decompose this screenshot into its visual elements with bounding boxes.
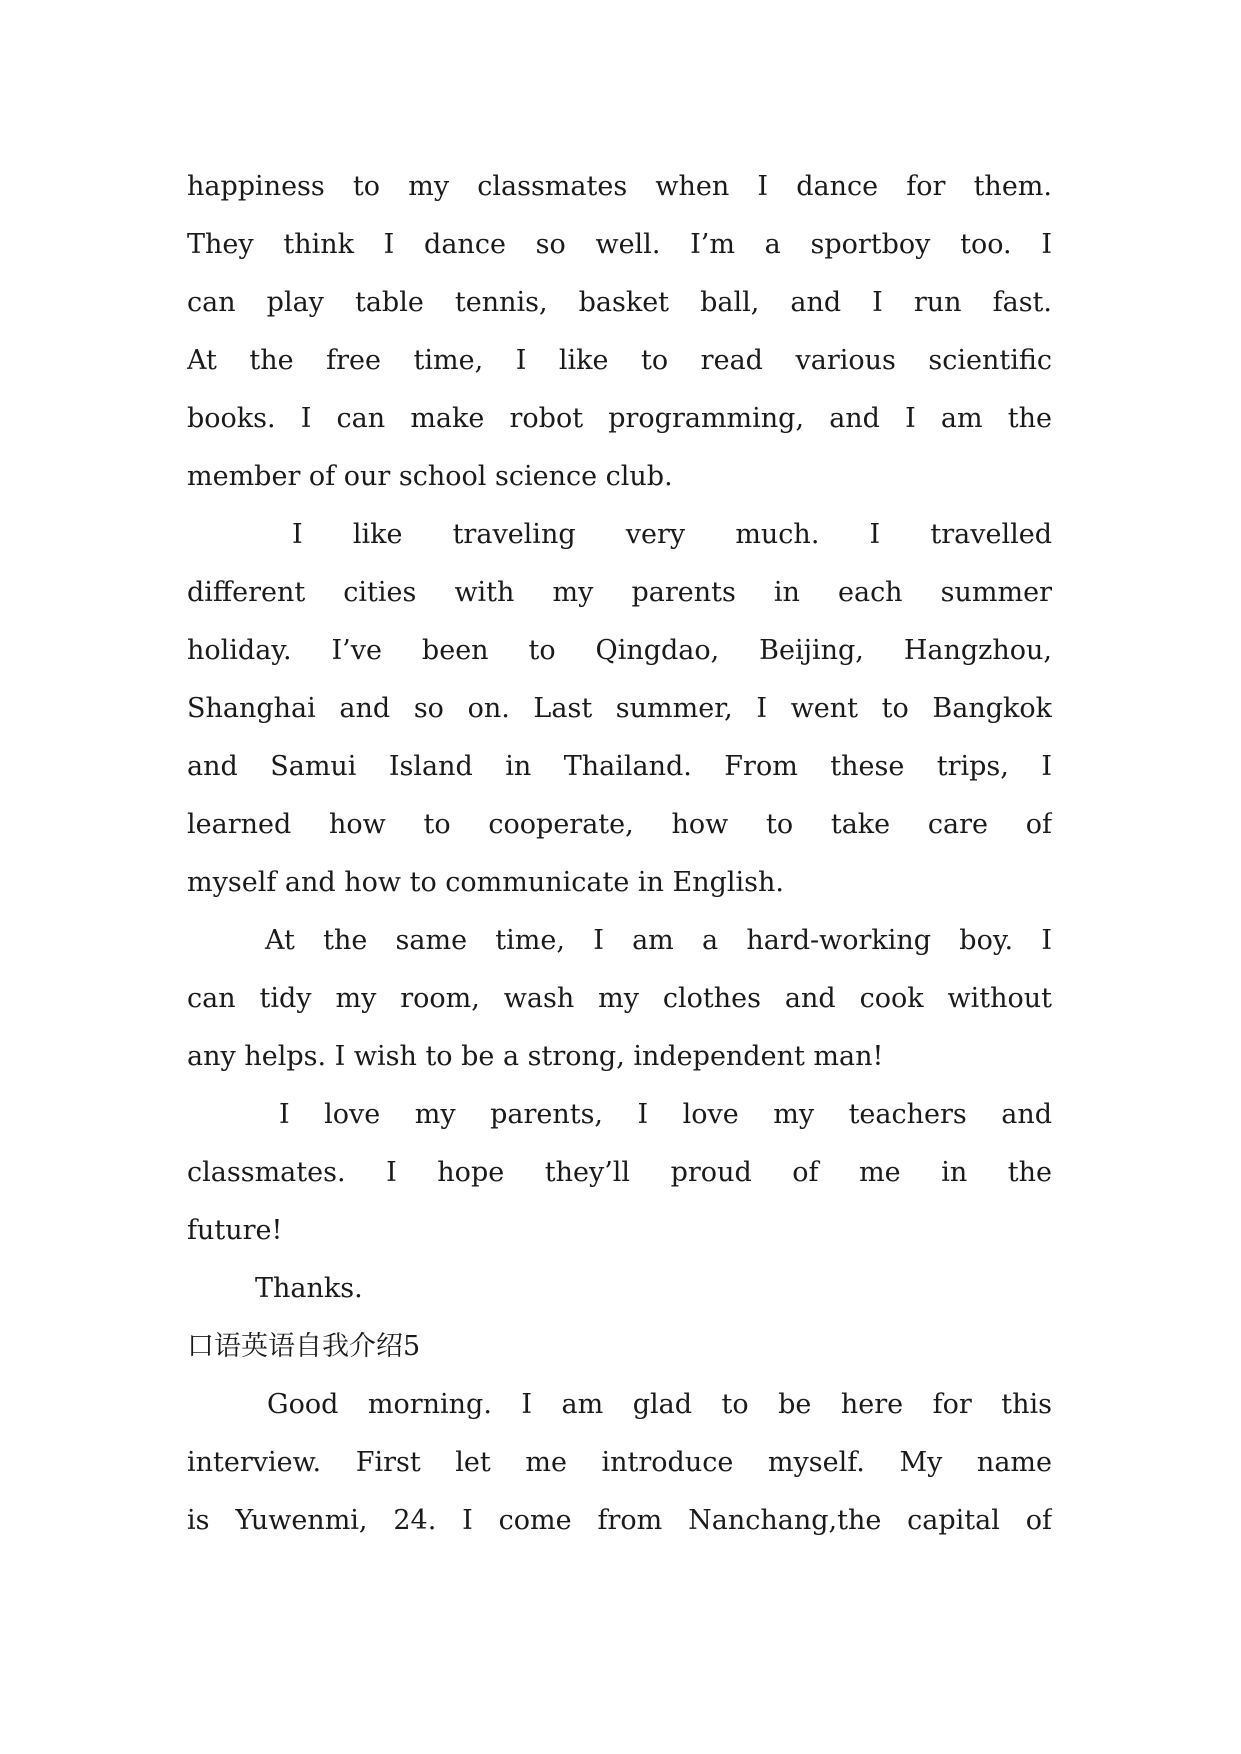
text-line: different cities with my parents in each summer	[187, 577, 1052, 608]
text-line: books. I can make robot programming, and I am the	[187, 403, 1052, 434]
text-line: can tidy my room, wash my clothes and cook without	[187, 983, 1052, 1014]
text-line: myself and how to communicate in English.	[187, 867, 784, 898]
text-line: I like traveling very much. I travelled	[292, 519, 1052, 550]
text-line: I love my parents, I love my teachers and	[279, 1099, 1052, 1130]
text-line: interview. First let me introduce myself. My name	[187, 1447, 1052, 1478]
text-line: classmates. I hope they’ll proud of me in the	[187, 1157, 1052, 1188]
text-line: Thanks.	[255, 1273, 363, 1304]
document-body	[187, 158, 1052, 1550]
text-line: At the free time, I like to read various scientific	[187, 345, 1052, 376]
text-line: future!	[187, 1215, 283, 1246]
text-line: and Samui Island in Thailand. From these trips, I	[187, 751, 1052, 782]
text-line: is Yuwenmi, 24. I come from Nanchang,the capital of	[187, 1505, 1052, 1536]
text-line: can play table tennis, basket ball, and I run fast.	[187, 287, 1052, 318]
text-line: They think I dance so well. I’m a sportboy too. I	[187, 229, 1052, 260]
section-heading: 口语英语自我介绍5	[187, 1331, 421, 1362]
text-line: any helps. I wish to be a strong, independent man!	[187, 1041, 884, 1072]
text-line: holiday. I’ve been to Qingdao, Beijing, Hangzhou,	[187, 635, 1052, 666]
text-line: Good morning. I am glad to be here for this	[267, 1389, 1052, 1420]
text-line: member of our school science club.	[187, 461, 673, 492]
text-line: learned how to cooperate, how to take care of	[187, 809, 1052, 840]
text-line: Shanghai and so on. Last summer, I went to Bangkok	[187, 693, 1052, 724]
text-line: happiness to my classmates when I dance for them.	[187, 171, 1052, 202]
text-line: At the same time, I am a hard-working boy. I	[265, 925, 1052, 956]
